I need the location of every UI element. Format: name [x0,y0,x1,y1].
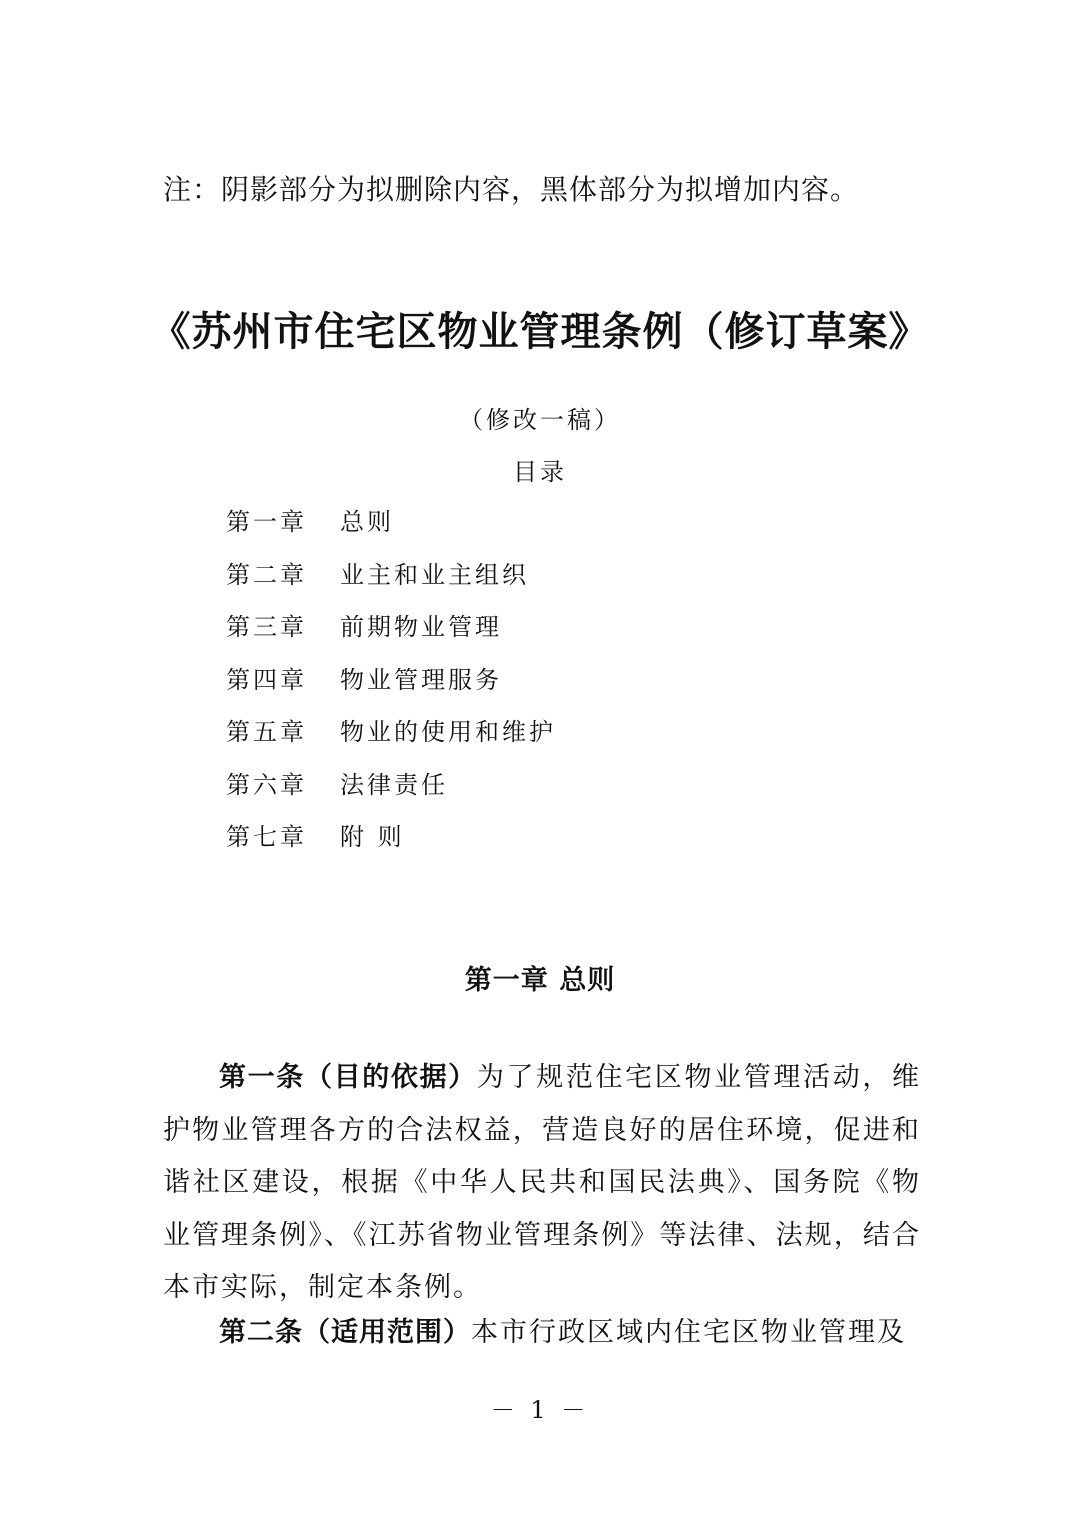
article-label: 第一条（目的依据） [219,1062,477,1093]
toc-item [226,768,556,821]
toc-chapter-title: 总则 [340,508,394,536]
toc-item [226,610,556,663]
page-number: － 1 － [490,1396,590,1424]
toc-chapter-title: 附 则 [340,823,405,851]
toc-chapter-number: 第三章 [226,613,307,641]
toc-chapter-title: 前期物业管理 [340,613,502,641]
chapter-heading: 第一章 总则 [464,965,616,996]
toc-chapter-number: 第四章 [226,665,307,694]
toc-item [226,558,556,611]
toc-item [226,715,556,768]
document-subtitle: （修改一稿） [459,406,621,434]
toc-heading: 目录 [513,458,567,486]
editorial-note: 注：阴影部分为拟删除内容，黑体部分为拟增加内容。 [163,173,860,206]
article-text: 为了规范住宅区物业管理活动，维护物业管理各方的合法权益，营造良好的居住环境，促进和谐社区建设，根据《中华人民共和国民法典》、国务院《物业管理条例》、《江苏省物业管理条例》等法律、法规，结合本市实际，制定本条例。 [163,1062,922,1303]
document-title: 《苏州市住宅区物业管理条例（修订草案》 [150,308,930,355]
toc-chapter-title: 物业管理服务 [340,665,502,694]
toc-chapter-title: 物业的使用和维护 [340,718,556,746]
article-paragraph [163,1307,921,1360]
article-label: 第二条（适用范围） [219,1317,471,1348]
table-of-contents [226,505,556,873]
toc-item [226,663,556,716]
toc-chapter-number: 第一章 [226,508,307,536]
toc-item [226,505,556,558]
toc-chapter-number: 第六章 [226,770,307,799]
toc-chapter-number: 第二章 [226,560,307,589]
article-paragraph [163,1052,921,1315]
toc-chapter-title: 法律责任 [340,770,448,799]
toc-item [226,820,556,873]
toc-chapter-number: 第七章 [226,823,307,851]
article-text: 本市行政区域内住宅区物业管理及 [471,1317,906,1348]
toc-chapter-number: 第五章 [226,718,307,746]
toc-chapter-title: 业主和业主组织 [340,560,529,589]
